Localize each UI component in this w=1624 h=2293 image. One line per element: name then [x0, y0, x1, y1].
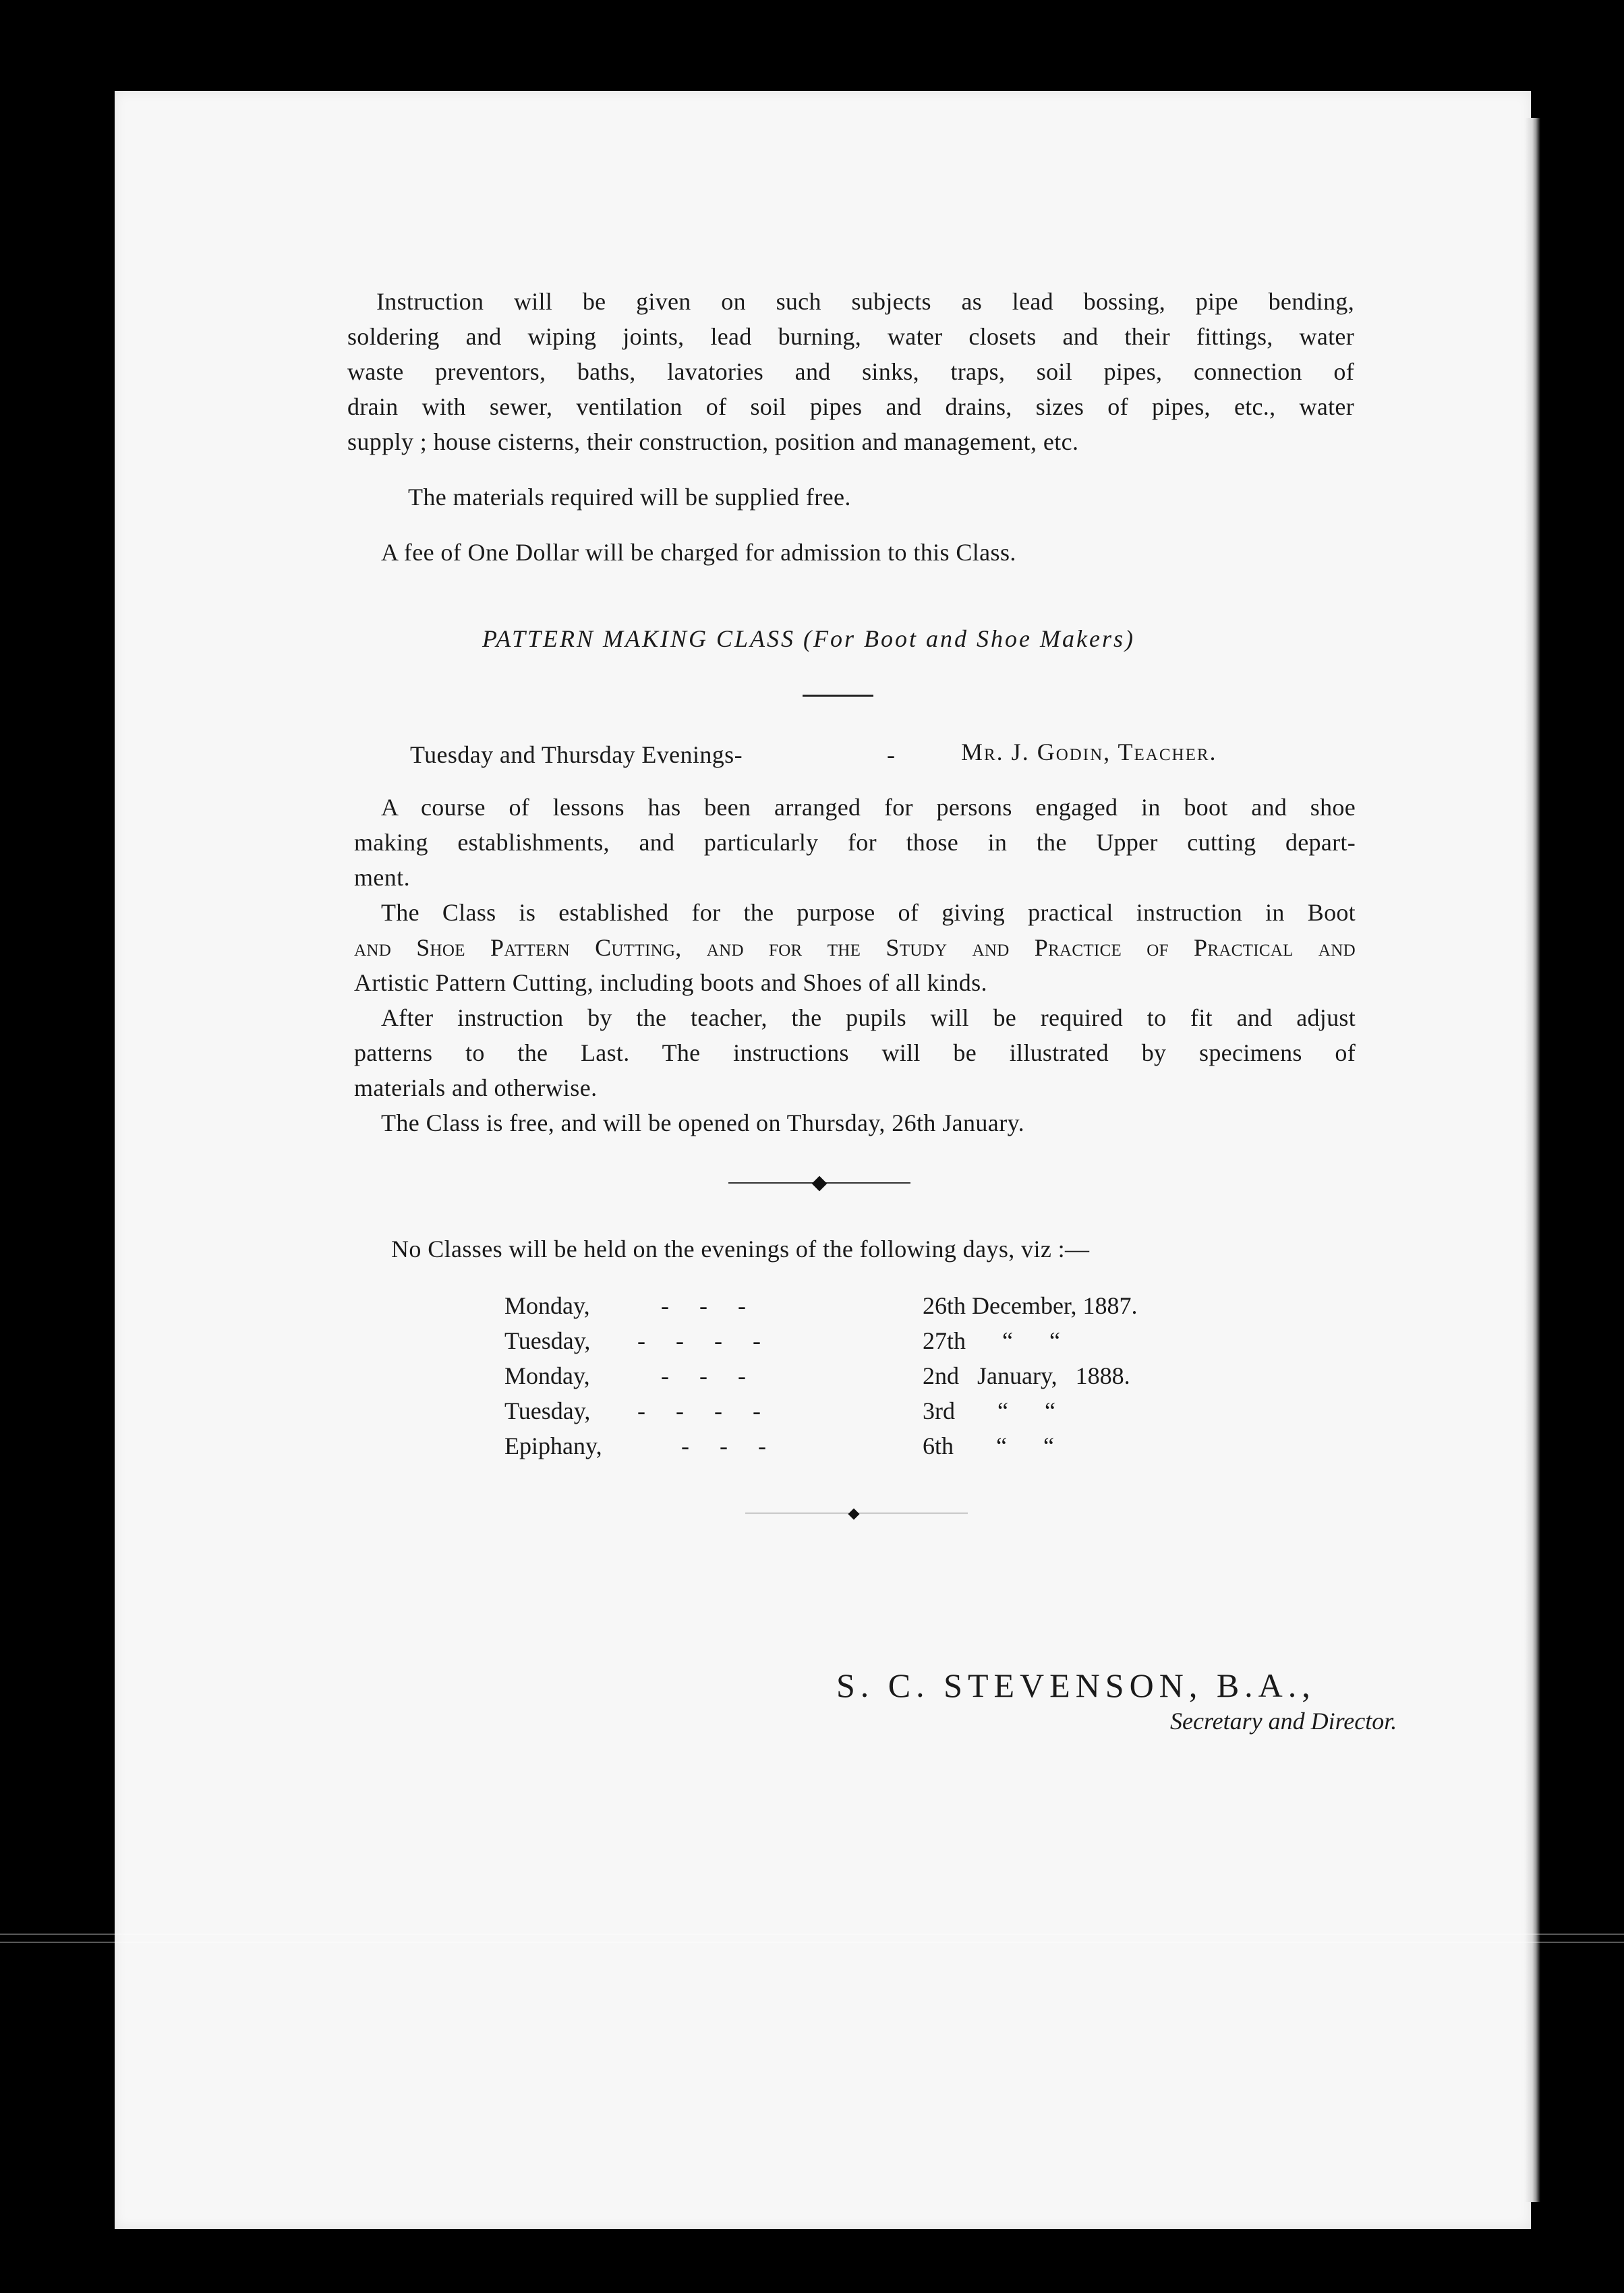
signature-name: S. C. STEVENSON, B.A.,	[836, 1666, 1316, 1704]
para2-line-2: making establishments, and particularly for those in the Upper cutting depart-	[354, 829, 1356, 856]
holiday-day: Tuesday,	[504, 1327, 591, 1354]
holiday-dashes: - - -	[681, 1432, 766, 1459]
holiday-row	[115, 1288, 1531, 1323]
divider-ornament	[728, 1173, 910, 1194]
holiday-dashes: - - - -	[637, 1327, 761, 1354]
evenings-text: Tuesday and Thursday Evenings-	[410, 741, 743, 768]
para3-line-3: Artistic Pattern Cutting, including boots and Shoes of all kinds.	[354, 969, 987, 996]
teacher-name: Mr. J. Godin, Teacher.	[961, 738, 1217, 765]
holiday-row	[115, 1393, 1531, 1428]
holiday-day: Monday,	[504, 1292, 590, 1319]
heading-underline	[803, 695, 873, 697]
no-classes-line: No Classes will be held on the evenings of the following days, viz :—	[391, 1236, 1090, 1262]
para4-line-3: materials and otherwise.	[354, 1074, 598, 1101]
scan-artifact-line	[0, 1934, 1624, 1935]
class-heading: PATTERN MAKING CLASS (For Boot and Shoe Makers)	[482, 625, 1135, 652]
holiday-day: Tuesday,	[504, 1397, 591, 1424]
signature-title: Secretary and Director.	[1170, 1708, 1397, 1735]
para1-line-4: drain with sewer, ventilation of soil pipes and drains, sizes of pipes, etc., water	[347, 393, 1354, 420]
para1-line-2: soldering and wiping joints, lead burning, water closets and their fittings, water	[347, 323, 1354, 350]
holiday-row	[115, 1323, 1531, 1358]
holiday-date: 6th “ “	[923, 1432, 1054, 1459]
divider-ornament-small	[745, 1504, 968, 1524]
materials-line: The materials required will be supplied free.	[408, 484, 851, 511]
page-edge-shadow	[1526, 118, 1540, 2202]
para2-line-1: A course of lessons has been arranged for persons engaged in boot and shoe	[381, 794, 1356, 821]
document-page	[115, 91, 1531, 2229]
holiday-date: 3rd “ “	[923, 1397, 1055, 1424]
holiday-date: 2nd January, 1888.	[923, 1362, 1130, 1389]
para1-line-1: Instruction will be given on such subjects as lead bossing, pipe bending,	[376, 288, 1354, 315]
holiday-day: Epiphany,	[504, 1432, 602, 1459]
para3-line-1: The Class is established for the purpose of giving practical instruction in Boot	[381, 899, 1356, 926]
para1-line-3: waste preventors, baths, lavatories and sinks, traps, soil pipes, connection of	[347, 358, 1354, 385]
holiday-row	[115, 1428, 1531, 1463]
holiday-dashes: - - - -	[637, 1397, 761, 1424]
holiday-date: 27th “ “	[923, 1327, 1060, 1354]
para5-line: The Class is free, and will be opened on Thursday, 26th January.	[381, 1109, 1025, 1136]
para4-line-1: After instruction by the teacher, the pupils will be required to fit and adjust	[381, 1004, 1356, 1031]
fee-line: A fee of One Dollar will be charged for admission to this Class.	[381, 539, 1016, 566]
holiday-day: Monday,	[504, 1362, 590, 1389]
para1-line-5: supply ; house cisterns, their construction, position and management, etc.	[347, 428, 1079, 455]
para2-line-3: ment.	[354, 864, 410, 891]
holiday-date: 26th December, 1887.	[923, 1292, 1138, 1319]
holiday-dashes: - - -	[661, 1362, 746, 1389]
scan-artifact-line	[0, 1942, 1624, 1943]
evenings-dash: -	[887, 741, 896, 768]
holiday-row	[115, 1358, 1531, 1393]
para4-line-2: patterns to the Last. The instructions will be illustrated by specimens of	[354, 1039, 1356, 1066]
holiday-dashes: - - -	[661, 1292, 746, 1319]
para3-line-2: and Shoe Pattern Cutting, and for the Study and Practice of Practical and	[354, 934, 1356, 961]
